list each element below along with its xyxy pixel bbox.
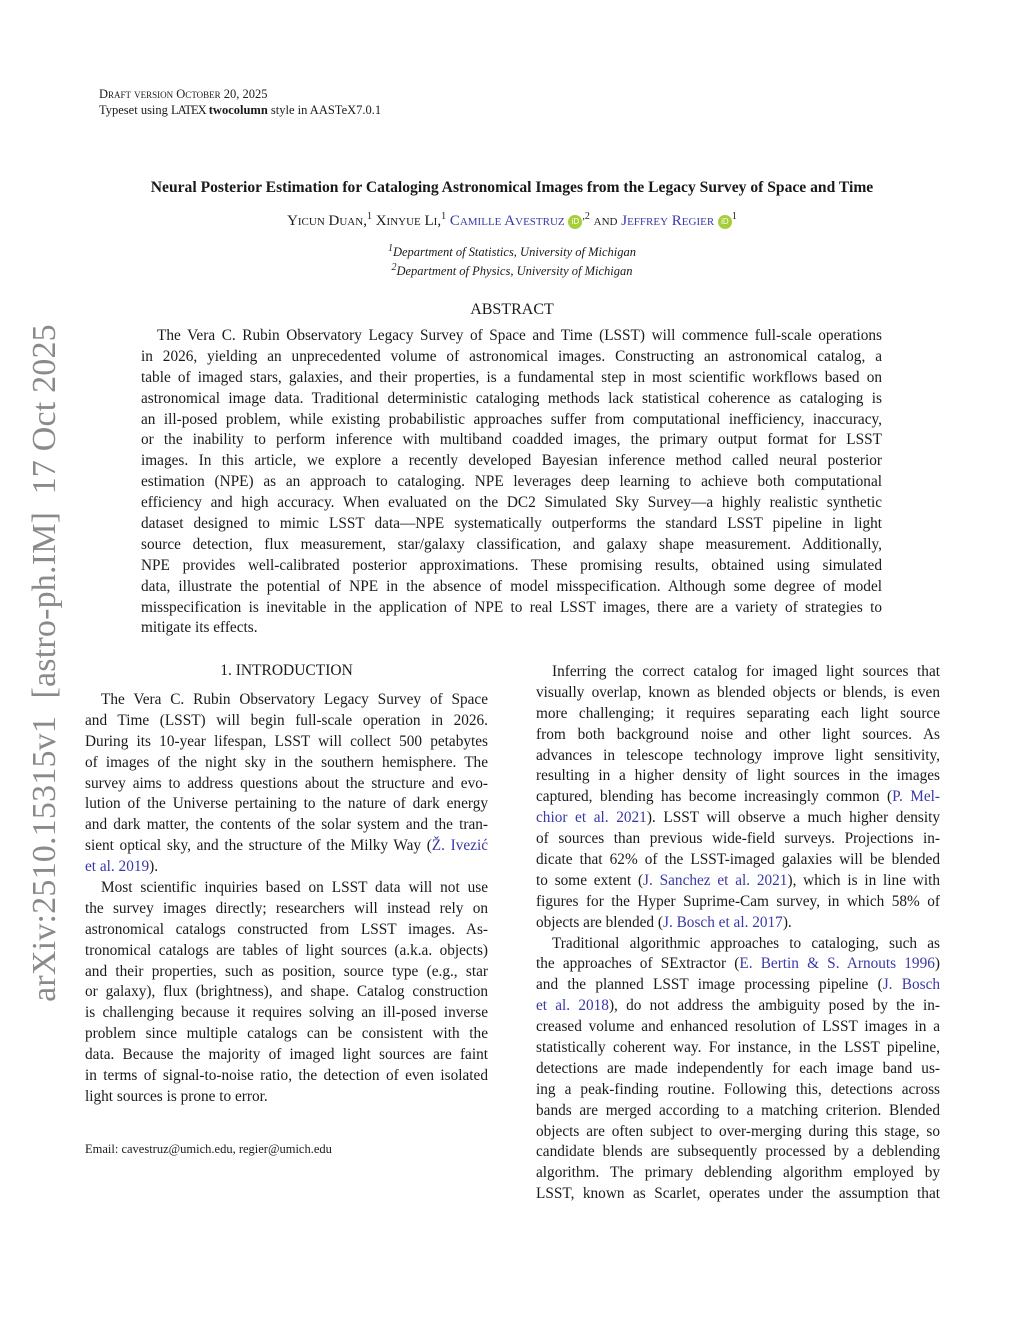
text-run: dataset designed to mimic LSST data—NPE systematically outperforms the standard LSST pipeline in light — [141, 515, 882, 533]
text-run: ), which is in line with — [787, 871, 940, 889]
text-run: captured, blending has become increasingly common ( — [536, 788, 893, 806]
text-line — [536, 683, 940, 704]
text-line — [141, 556, 882, 577]
text-run: misspecification is inevitable in the application of NPE to real LSST images, there are a variety of strategies to — [141, 598, 882, 616]
text-line — [536, 829, 940, 850]
abstract-body — [141, 326, 882, 639]
author-affiliation-mark: 1 — [441, 211, 447, 222]
abstract-heading: ABSTRACT — [470, 301, 554, 318]
author-list — [0, 211, 1024, 230]
text-line — [536, 871, 940, 892]
orcid-icon[interactable]: iD — [568, 215, 582, 229]
text-line — [536, 704, 940, 725]
text-line — [536, 662, 940, 683]
text-run: statistically coherent way. For instance, in the LSST pipeline, — [536, 1039, 940, 1057]
text-line — [536, 1184, 940, 1205]
text-run: visually overlap, known as blended objects or blends, is even — [536, 683, 940, 701]
text-line — [85, 711, 488, 732]
text-run: ). LSST will observe a much higher density — [646, 809, 940, 827]
text-run: The Vera C. Rubin Observatory Legacy Survey of Space and Time (LSST) will commence full-scale operations — [157, 327, 882, 344]
text-run: detections are made independently for each image band us- — [536, 1059, 940, 1077]
text-run: and Time (LSST) will begin full-scale operation in 2026. — [85, 711, 488, 729]
text-line — [141, 598, 882, 619]
latex-logo: LATEX — [171, 103, 206, 117]
text-run: is challenging because it requires solving an ill-posed inverse — [85, 1004, 488, 1022]
text-run: astronomical image data. Traditional deterministic cataloging methods lack statistical coherence as cataloging is — [141, 389, 882, 407]
text-run: data, illustrate the potential of NPE in the absence of model misspecification. Although some degree of model — [141, 577, 882, 595]
text-line — [85, 878, 488, 899]
left-column-text — [85, 690, 488, 1108]
typeset-suffix: style in AASTeX7.0.1 — [270, 103, 382, 117]
text-line — [536, 913, 940, 934]
text-run: in terms of signal-to-noise ratio, the detection of even isolated — [85, 1067, 488, 1085]
text-run: Inferring the correct catalog for imaged light sources that — [552, 663, 940, 680]
citation-link[interactable]: P. Mel- — [892, 788, 940, 806]
typeset-style: twocolumn — [208, 103, 268, 117]
text-run: and dark matter, the contents of the solar system and the tran- — [85, 816, 488, 834]
text-line — [141, 389, 882, 410]
text-line — [85, 1045, 488, 1066]
affiliation-mark: 2 — [391, 262, 397, 273]
text-run: efficiency and high accuracy. When evaluated on the DC2 Simulated Sky Survey—a highly realistic synthetic — [141, 494, 882, 512]
author-name: Xinyue Li, — [375, 213, 442, 229]
text-line — [141, 535, 882, 556]
text-line — [536, 1142, 940, 1163]
text-line — [141, 326, 882, 347]
text-run: Most scientific inquiries based on LSST data will not use — [101, 879, 488, 897]
text-line — [85, 962, 488, 983]
text-run: the approaches of SExtractor ( — [536, 955, 740, 973]
text-run: light sources is prone to error. — [85, 1087, 268, 1105]
text-line — [85, 1024, 488, 1045]
text-line — [141, 618, 882, 639]
author-name: Yicun Duan, — [287, 213, 367, 229]
citation-link[interactable]: Ž. Ivezić — [431, 837, 488, 855]
text-run: bands are merged according to a matching criterion. Blended — [536, 1101, 940, 1119]
text-run: survey aims to address questions about the structure and evo- — [85, 774, 488, 792]
text-line — [85, 1087, 488, 1108]
text-run: ) — [934, 955, 940, 973]
draft-version-text: Draft version October 20, 2025 — [99, 87, 268, 101]
text-line — [141, 514, 882, 535]
text-run: algorithm. The primary deblending algorithm employed by — [536, 1164, 940, 1182]
text-line — [536, 892, 940, 913]
text-run: more challenging; it requires separating each light source — [536, 704, 940, 722]
text-run: images. In this article, we explore a recently developed Bayesian inference method called neural posterior — [141, 452, 882, 470]
text-run: NPE provides well-calibrated posterior approximations. These promising results, obtained using simulated — [141, 556, 882, 574]
author-link[interactable]: Camille Avestruz — [449, 213, 565, 229]
text-line — [85, 1003, 488, 1024]
text-line — [536, 1017, 940, 1038]
orcid-icon[interactable]: iD — [718, 215, 732, 229]
text-run: figures for the Hyper Suprime-Cam survey, in which 58% of — [536, 892, 940, 910]
text-line — [536, 1163, 940, 1184]
text-run: and the planned LSST image processing pipeline ( — [536, 976, 883, 994]
text-line — [141, 347, 882, 368]
text-run: from both background noise and other light sources. As — [536, 725, 940, 743]
text-line — [141, 410, 882, 431]
arxiv-identifier-stamp: arXiv:2510.15315v1 [astro-ph.IM] 17 Oct 2025 — [26, 324, 63, 1002]
author-affiliation-mark: 1 — [366, 211, 372, 222]
text-run: sient optical sky, and the structure of the Milky Way ( — [85, 837, 432, 855]
text-run: resulting in a higher density of light sources in the images — [536, 767, 940, 785]
text-run: problem since multiple catalogs can be consistent with the — [85, 1025, 488, 1043]
text-line — [536, 766, 940, 787]
text-run: astronomical catalogs constructed from LSST images. As- — [85, 920, 488, 938]
text-line — [85, 690, 488, 711]
typeset-prefix: Typeset using — [99, 103, 168, 117]
author-affiliation-mark: ,2 — [582, 211, 590, 222]
text-line — [85, 920, 488, 941]
text-line — [536, 975, 940, 996]
text-line — [85, 836, 488, 857]
text-run: The Vera C. Rubin Observatory Legacy Survey of Space — [101, 691, 488, 708]
text-line — [141, 430, 882, 451]
text-run: Traditional algorithmic approaches to cataloging, such as — [552, 934, 940, 952]
text-line — [536, 934, 940, 955]
text-line — [141, 493, 882, 514]
text-run: candidate blends are subsequently processed by a deblending — [536, 1143, 940, 1161]
citation-link[interactable]: E. Bertin & S. Arnouts 1996 — [739, 955, 935, 973]
text-line — [85, 857, 488, 878]
section-heading-introduction: 1. INTRODUCTION — [220, 662, 353, 679]
text-run: objects are blended ( — [536, 913, 663, 931]
citation-link[interactable]: J. Sanchez et al. 2021 — [643, 871, 788, 889]
typeset-line — [99, 102, 381, 118]
text-run: an ill-posed problem, while existing probabilistic approaches suffer from computational inefficiency, inaccuracy, — [141, 410, 882, 428]
text-line — [536, 1059, 940, 1080]
author-link[interactable]: Jeffrey Regier — [621, 213, 715, 229]
text-line — [536, 996, 940, 1017]
text-run: the survey images directly; researchers will instead rely on — [85, 899, 488, 917]
affiliation-text: Department of Statistics, University of Michigan — [392, 245, 637, 260]
text-line — [85, 941, 488, 962]
text-run: ing a peak-finding routine. Following this, detections across — [536, 1080, 940, 1098]
text-line — [85, 1066, 488, 1087]
text-line — [141, 368, 882, 389]
text-run: estimation (NPE) as an approach to cataloging. NPE leverages deep learning to achieve both computational — [141, 473, 882, 491]
citation-link[interactable]: et al. 2018 — [536, 997, 609, 1015]
text-line — [85, 899, 488, 920]
text-line — [141, 577, 882, 598]
footnote-email: Email: cavestruz@umich.edu, regier@umich.edu — [85, 1142, 332, 1156]
text-line — [536, 1101, 940, 1122]
text-run: data. Because the majority of imaged light sources are faint — [85, 1046, 488, 1064]
text-run: ), do not address the ambiguity posed by the in- — [608, 997, 940, 1015]
text-run: table of imaged stars, galaxies, and their properties, is a fundamental step in most scientific workflows based on — [141, 368, 882, 386]
text-line — [85, 774, 488, 795]
text-run: to some extent ( — [536, 871, 644, 889]
affiliation — [0, 262, 1024, 279]
author-conjunction: and — [593, 213, 618, 229]
text-line — [141, 472, 882, 493]
draft-version — [99, 86, 268, 102]
text-line — [536, 787, 940, 808]
text-line — [85, 815, 488, 836]
text-run: source detection, flux measurement, star/galaxy classification, and galaxy shape measurement. Additionally, — [141, 535, 882, 553]
text-run: dicate that 62% of the LSST-imaged galaxies will be blended — [536, 851, 940, 869]
citation-link[interactable]: chior et al. 2021 — [536, 809, 647, 827]
text-run: or galaxy), flux (brightness), and shape. Catalog construction — [85, 983, 488, 1001]
text-run: of images of the night sky in the southern hemisphere. The — [85, 753, 488, 771]
text-line — [85, 732, 488, 753]
text-line — [536, 1122, 940, 1143]
text-run: and their properties, such as position, source type (e.g., star — [85, 962, 488, 980]
text-run: tronomical catalogs are tables of light sources (a.k.a. objects) — [85, 941, 488, 959]
text-run: or the inability to perform inference with multiband coadded images, the primary output format for LSST — [141, 431, 882, 449]
text-run: creased volume and enhanced resolution of LSST images in a — [536, 1018, 940, 1036]
text-line — [536, 850, 940, 871]
text-line — [85, 753, 488, 774]
text-line — [536, 954, 940, 975]
right-column-text — [536, 662, 940, 1205]
text-run: mitigate its effects. — [141, 619, 258, 637]
paper-title: Neural Posterior Estimation for Cataloging Astronomical Images from the Legacy Survey of Space and Time — [150, 179, 874, 196]
citation-link[interactable]: et al. 2019 — [85, 858, 150, 876]
text-line — [536, 725, 940, 746]
text-line — [85, 982, 488, 1003]
author-affiliation-mark: 1 — [731, 211, 737, 222]
text-line — [536, 1080, 940, 1101]
text-run: ). — [149, 858, 159, 876]
text-line — [536, 1038, 940, 1059]
affiliation — [0, 243, 1024, 260]
text-run: During its 10-year lifespan, LSST will collect 500 petabytes — [85, 732, 488, 750]
text-run: LSST, known as Scarlet, operates under the assumption that — [536, 1185, 940, 1203]
citation-link[interactable]: J. Bosch et al. 2017 — [663, 913, 783, 931]
text-run: ). — [782, 913, 792, 931]
affiliation-text: Department of Physics, University of Michigan — [396, 264, 633, 279]
text-run: lution of the Universe pertaining to the nature of dark energy — [85, 795, 488, 813]
text-run: advances in telescope technology improve light sensitivity, — [536, 746, 940, 764]
text-run: objects are often subject to over-merging during this stage, so — [536, 1122, 940, 1140]
text-run: of sources than previous wide-field surveys. Projections in- — [536, 830, 940, 848]
text-run: in 2026, yielding an unprecedented volume of astronomical images. Constructing an astronomical catalog, a — [141, 347, 882, 365]
text-line — [141, 451, 882, 472]
affiliation-mark: 1 — [387, 243, 393, 254]
text-line — [85, 794, 488, 815]
text-line — [536, 746, 940, 767]
citation-link[interactable]: J. Bosch — [882, 976, 940, 994]
text-line — [536, 808, 940, 829]
